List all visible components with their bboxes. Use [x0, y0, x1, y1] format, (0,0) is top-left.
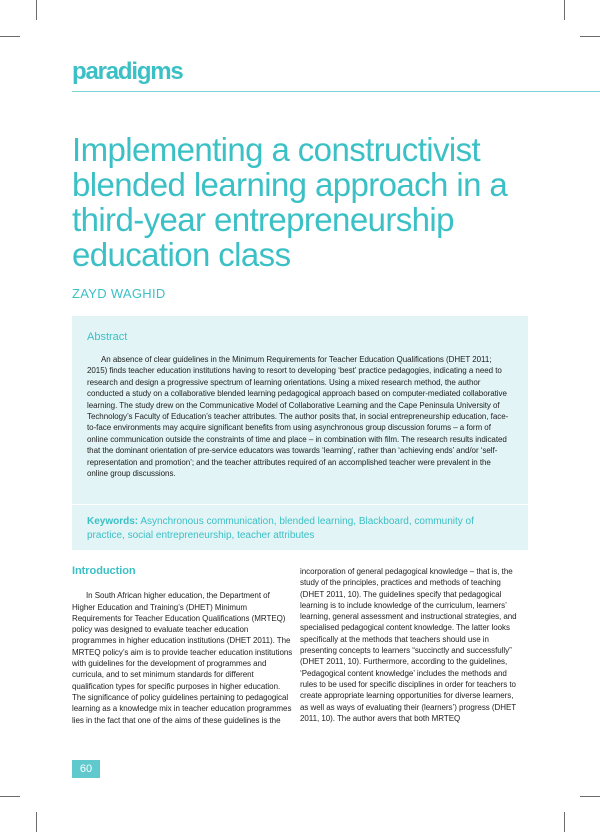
- article-title: Implementing a constructivist blended learning approach in a third-year entrepreneurship education class: [72, 131, 508, 273]
- keywords-text: Asynchronous communication, blended learning, Blackboard, community of practice, social entrepreneurship, teacher attributes: [87, 516, 474, 541]
- abstract-box: [72, 316, 528, 504]
- abstract-text: An absence of clear guidelines in the Minimum Requirements for Teacher Education Qualifications (DHET 2011; 2015) finds teacher education institutions having to resort to developing ‘best’ practice pedagogies, indicating a need to research and design a progressive spectrum of learning orientations. Using a mixed research method, the author conducted a study on a collaborative blended learning pedagogical approach based on computer-mediated collaborative learning. The study drew on the Communicative Model of Collaborative Learning and the Cape Peninsula University of Technology’s Faculty of Education’s teacher attributes. The author posits that, in social entrepreneurship education, face-to-face environments may acquire significant benefits from using asynchronous group discussion forums – a form of online communication outside the constraints of time and place – in combination with film. The research results indicated that the dominant orientation of pre-service educators was towards ‘learning’, rather than ‘achieving ends’ and/or ‘self-representation and promotion’; and the teacher attributes required of an accomplished teacher were prevalent in the online group discussions.: [87, 355, 509, 479]
- section-tag: paradigms: [72, 58, 183, 85]
- introduction-heading: Introduction: [72, 565, 136, 577]
- crop-mark: [580, 36, 600, 37]
- section-divider: [72, 91, 600, 92]
- left-column: [72, 566, 294, 726]
- author-name: ZAYD WAGHID: [72, 286, 166, 301]
- crop-mark: [580, 796, 600, 797]
- page-number-box: [72, 760, 100, 778]
- crop-mark: [36, 0, 37, 20]
- right-column: [300, 566, 522, 724]
- introduction-paragraph-continued: incorporation of general pedagogical knowledge – that is, the study of the principles, practices and methods of teaching (DHET 2011, 10). The guidelines specify that pedagogical learning is to include knowledge of the curriculum, learners’ learning, general assessment and instructional strategies, and specialised pedagogical content knowledge. The latter looks specifically at the methods that teachers should use in presenting concepts to learners “succinctly and successfully” (DHET 2011, 10). Furthermore, according to the guidelines, ‘Pedagogical content knowledge’ includes the methods and rules to be used for specific disciplines in order for teachers to create appropriate learning opportunities for diverse learners, as well as ways of evaluating their (learners’) progress (DHET 2011, 10). The author avers that both MRTEQ: [300, 567, 517, 723]
- crop-mark: [0, 796, 20, 797]
- introduction-paragraph: In South African higher education, the Department of Higher Education and Training’s (DHET) Minimum Requirements for Teacher Education Qualifications (MRTEQ) policy was designed to evaluate teacher education programmes in higher education institutions (DHET 2011). The MRTEQ policy’s aim is to provide teacher education institutions with guidelines for the development of programmes and curricula, and to set minimum standards for different qualification types for specific purposes in higher education. The significance of policy guidelines pertaining to pedagogical learning as a knowledge mix in teacher education programmes lies in the fact that one of the aims of these guidelines is the: [72, 591, 293, 725]
- page-number: 60: [79, 763, 93, 775]
- keywords-box: [72, 504, 528, 550]
- crop-mark: [564, 812, 565, 832]
- crop-mark: [564, 0, 565, 20]
- crop-mark: [0, 36, 20, 37]
- crop-mark: [36, 812, 37, 832]
- keywords-label: Keywords:: [87, 516, 139, 527]
- keywords: [87, 515, 513, 543]
- abstract-heading: Abstract: [87, 331, 128, 343]
